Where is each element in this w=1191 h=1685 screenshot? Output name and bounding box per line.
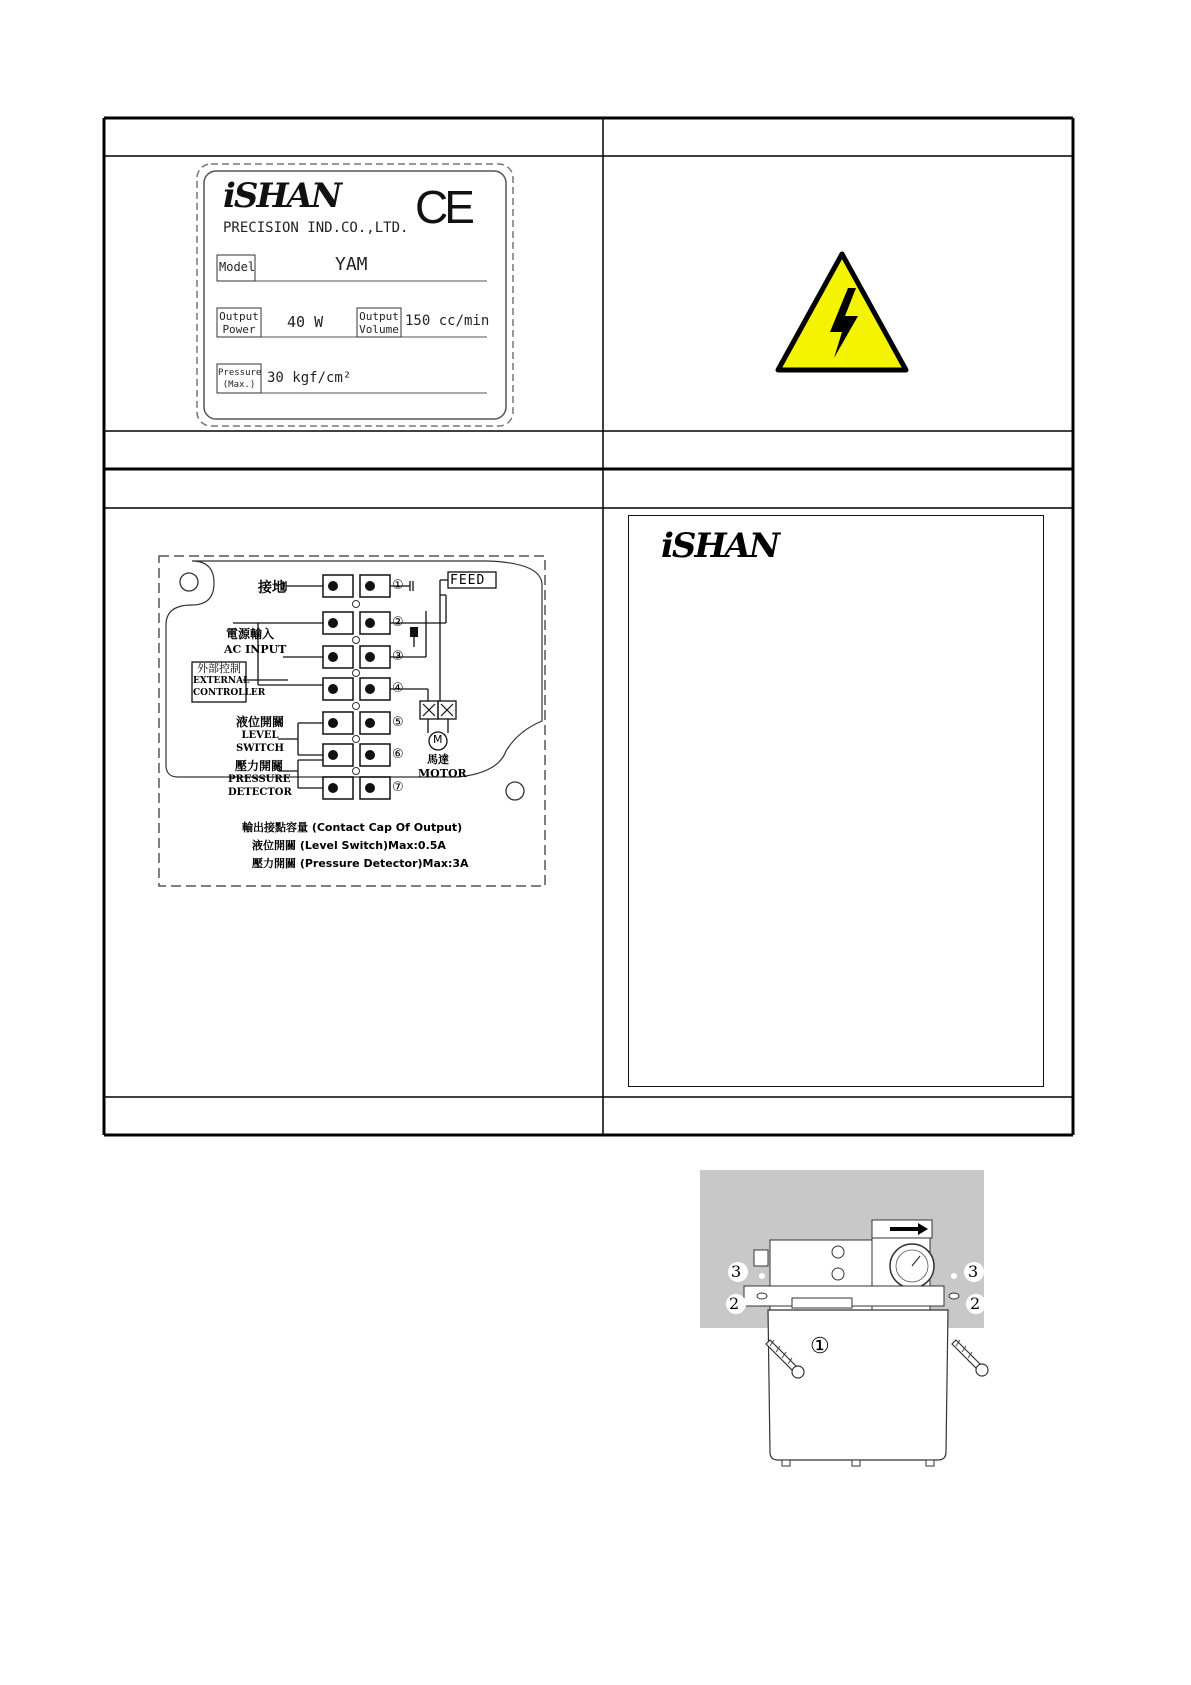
motor-symbol: M	[433, 733, 443, 746]
nameplate	[195, 162, 515, 428]
feed-label: FEED	[450, 573, 486, 588]
terminal-1: ①	[392, 578, 404, 593]
terminal-4: ④	[392, 681, 404, 696]
pump-drawing	[700, 1170, 990, 1470]
output-power-value: 40 W	[287, 313, 324, 331]
motor-label: 馬達 MOTOR	[418, 753, 467, 780]
model-value: YAM	[335, 254, 368, 275]
callout-3-right: 3	[968, 1262, 979, 1281]
electrical-hazard-icon	[772, 250, 912, 375]
contact-capacity-note: 輸出接點容量 (Contact Cap Of Output)	[242, 821, 463, 834]
brand-logo: iSHAN	[223, 176, 341, 216]
callout-2-right: 2	[970, 1294, 981, 1313]
brand-logo-large: iSHAN	[661, 526, 779, 566]
pump-installation-figure	[700, 1170, 990, 1470]
terminal-3: ③	[392, 649, 404, 664]
callout-2-left: 2	[729, 1294, 740, 1313]
wiring-diagram	[158, 555, 546, 887]
pressure-detector-rating: 壓力開關 (Pressure Detector)Max:3A	[252, 857, 469, 870]
external-controller-label: 外部控制 EXTERNAL CONTROLLER	[193, 662, 266, 698]
pressure-value: 30 kgf/cm²	[267, 370, 352, 386]
pressure-detector-label: 壓力開關 PRESSURE DETECTOR	[228, 759, 292, 798]
callout-3-left: 3	[731, 1262, 742, 1281]
ground-label: 接地	[258, 580, 286, 596]
terminal-7: ⑦	[392, 780, 404, 795]
level-switch-label: 液位開關 LEVEL SWITCH	[235, 715, 284, 754]
output-volume-value: 150 cc/min	[405, 313, 490, 329]
terminal-6: ⑥	[392, 747, 404, 762]
pressure-label: Pressure (Max.)	[218, 368, 262, 390]
logo-box	[628, 515, 1044, 1087]
callout-1: ①	[810, 1334, 830, 1359]
output-volume-label: Output Volume	[359, 310, 399, 336]
ce-mark: CE	[415, 181, 471, 233]
terminal-2: ②	[392, 615, 404, 630]
model-label: Model	[219, 260, 256, 274]
power-input-cn: 電源輸入	[226, 627, 275, 641]
company-name: PRECISION IND.CO.,LTD.	[223, 220, 409, 236]
output-power-label: Output Power	[219, 310, 259, 336]
level-switch-rating: 液位開關 (Level Switch)Max:0.5A	[252, 839, 446, 852]
terminal-5: ⑤	[392, 715, 404, 730]
ac-input-label: AC INPUT	[224, 643, 287, 656]
